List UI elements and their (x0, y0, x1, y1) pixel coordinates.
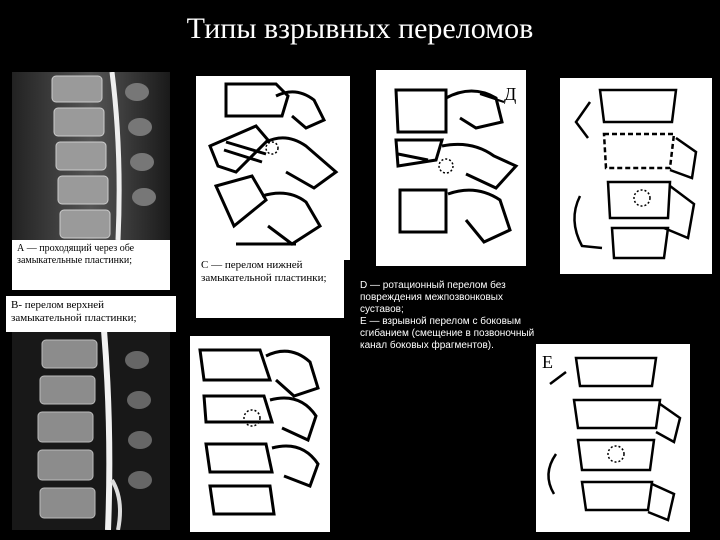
mri-image-bottom (12, 330, 170, 530)
diagram-d (376, 70, 526, 266)
caption-b: В- перелом верхней замыкательной пластинки; (6, 296, 176, 332)
slide-title: Типы взрывных переломов (186, 12, 534, 45)
letter-d: Д (504, 84, 517, 104)
diagram-e-bottom (536, 344, 690, 532)
caption-de: D — ротационный перелом без повреждения межпозвонковых суставов; Е — взрывной перелом с боковым сгибанием (смещение в позвоночный канал боковых фрагментов). (360, 280, 535, 351)
diagram-e-top (560, 78, 712, 274)
letter-e: Е (542, 352, 553, 372)
caption-c: С — перелом нижней замыкательной пластинки; (196, 256, 344, 318)
diagram-c-top (196, 76, 350, 260)
diagram-c-bottom (190, 336, 330, 532)
caption-a: А — проходящий через обе замыкательные пластинки; (12, 240, 170, 290)
mri-image-top (12, 72, 170, 240)
